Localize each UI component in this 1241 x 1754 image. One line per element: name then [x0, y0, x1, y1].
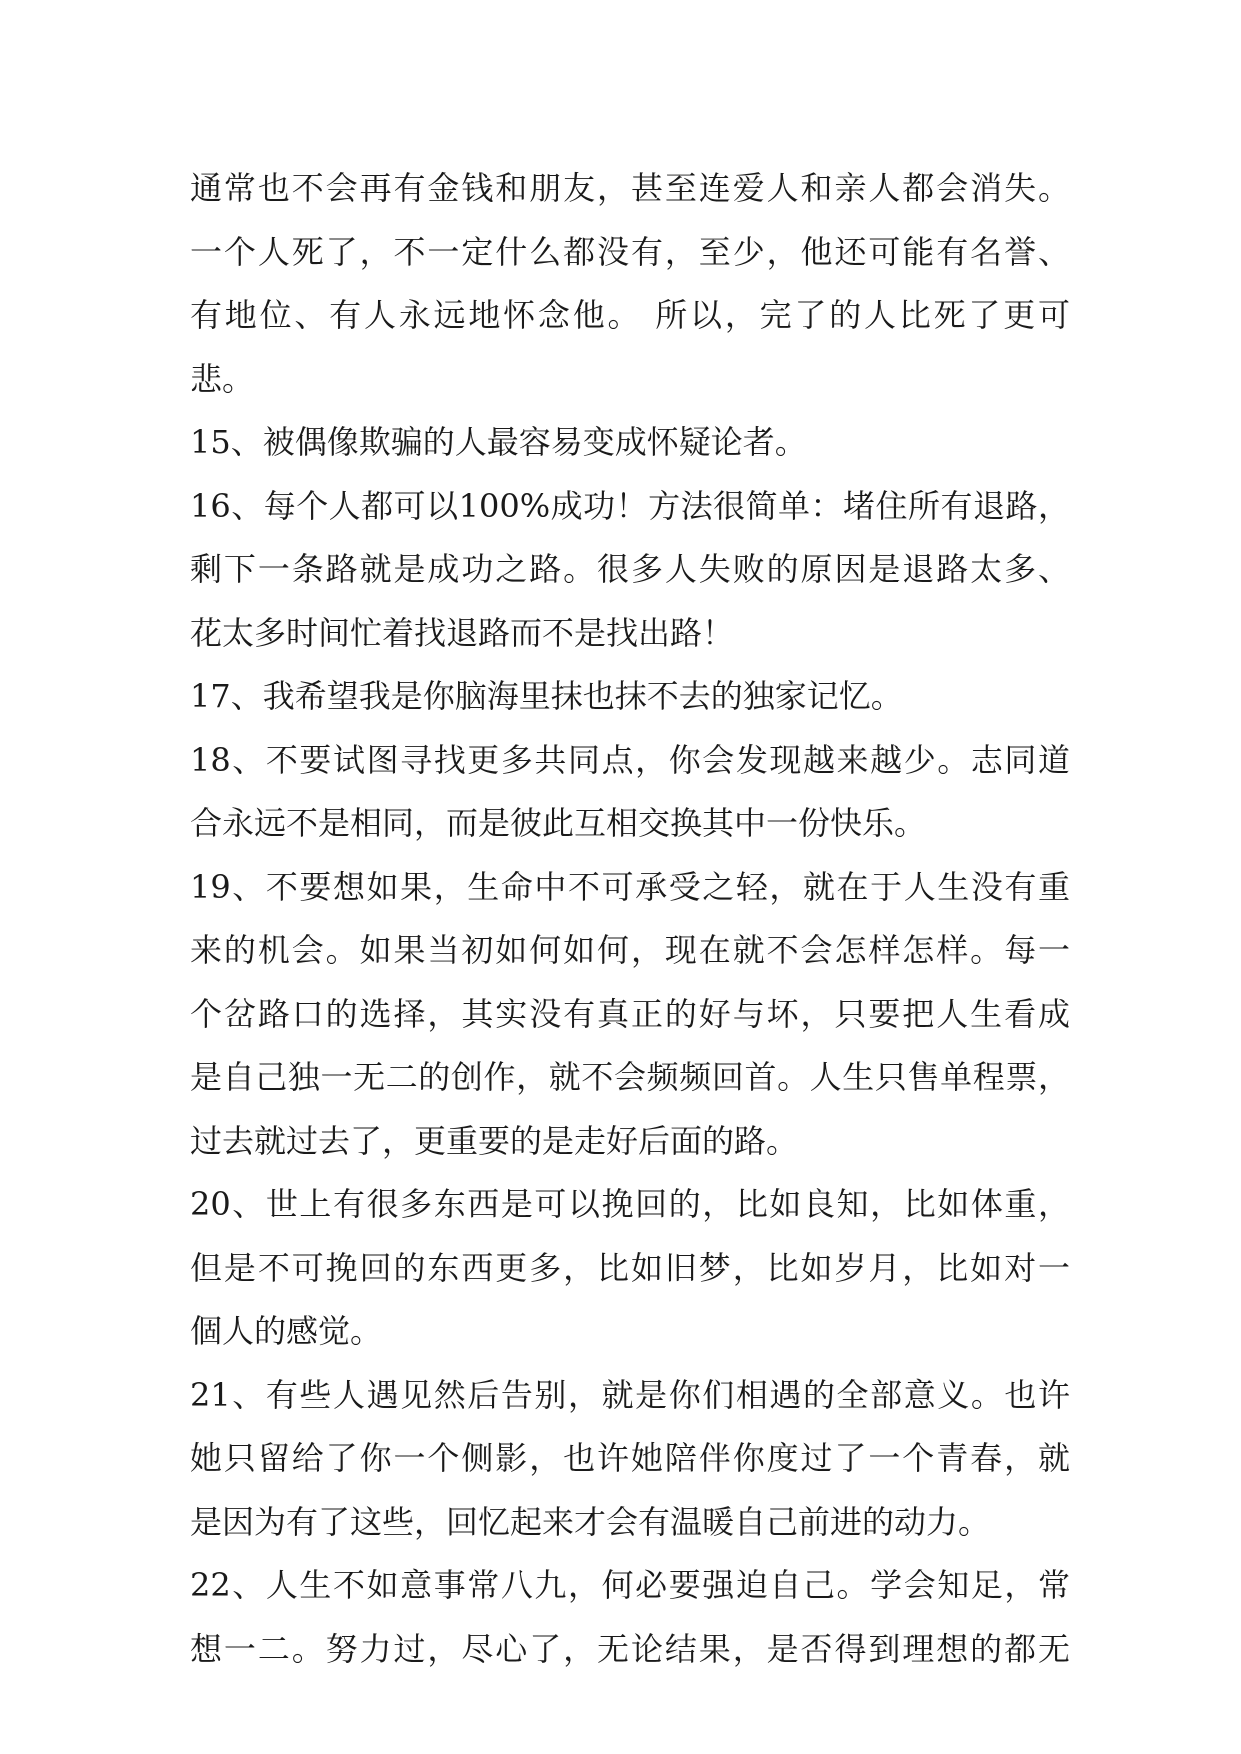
- text-line: 一个人死了，不一定什么都没有，至少，他还可能有名誉、: [190, 232, 1070, 271]
- text-line: 她只留给了你一个侧影，也许她陪伴你度过了一个青春，就: [190, 1439, 1070, 1477]
- text-line: 个岔路口的选择，其实没有真正的好与坏，只要把人生看成: [190, 994, 1070, 1033]
- text-line: 16、每个人都可以100%成功！方法很简单：堵住所有退路，: [190, 486, 1070, 525]
- text-line: 21、有些人遇见然后告别，就是你们相遇的全部意义。也许: [190, 1375, 1070, 1414]
- text-line: 15、被偶像欺骗的人最容易变成怀疑论者。: [190, 423, 807, 461]
- text-line: 合永远不是相同，而是彼此互相交换其中一份快乐。: [190, 804, 927, 842]
- text-line: 個人的感觉。: [190, 1312, 383, 1350]
- body-text: [190, 157, 1070, 1681]
- text-line: 剩下一条路就是成功之路。很多人失败的原因是退路太多、: [190, 550, 1070, 588]
- text-line: 但是不可挽回的东西更多，比如旧梦，比如岁月，比如对一: [190, 1248, 1070, 1287]
- text-line: 通常也不会再有金钱和朋友，甚至连爱人和亲人都会消失。: [190, 169, 1070, 207]
- text-line: 18、不要试图寻找更多共同点，你会发现越来越少。志同道: [190, 740, 1070, 779]
- text-line: 22、人生不如意事常八九，何必要强迫自己。学会知足，常: [190, 1566, 1070, 1604]
- text-line: 有地位、有人永远地怀念他。 所以，完了的人比死了更可: [190, 296, 1070, 334]
- text-line: 过去就过去了，更重要的是走好后面的路。: [190, 1121, 799, 1160]
- text-line: 花太多时间忙着找退路而不是找出路！: [190, 613, 735, 652]
- text-line: 20、世上有很多东西是可以挽回的，比如良知，比如体重，: [190, 1185, 1070, 1223]
- text-line: 悲。: [190, 359, 255, 398]
- text-line: 是因为有了这些，回忆起来才会有温暖自己前进的动力。: [190, 1502, 991, 1541]
- text-line: 来的机会。如果当初如何如何，现在就不会怎样怎样。每一: [190, 931, 1070, 969]
- text-line: 想一二。努力过，尽心了，无论结果，是否得到理想的都无: [190, 1629, 1070, 1668]
- text-line: 17、我希望我是你脑海里抹也抹不去的独家记忆。: [190, 677, 903, 715]
- text-line: 19、不要想如果，生命中不可承受之轻，就在于人生没有重: [190, 867, 1070, 906]
- text-line: 是自己独一无二的创作，就不会频频回首。人生只售单程票，: [190, 1058, 1070, 1096]
